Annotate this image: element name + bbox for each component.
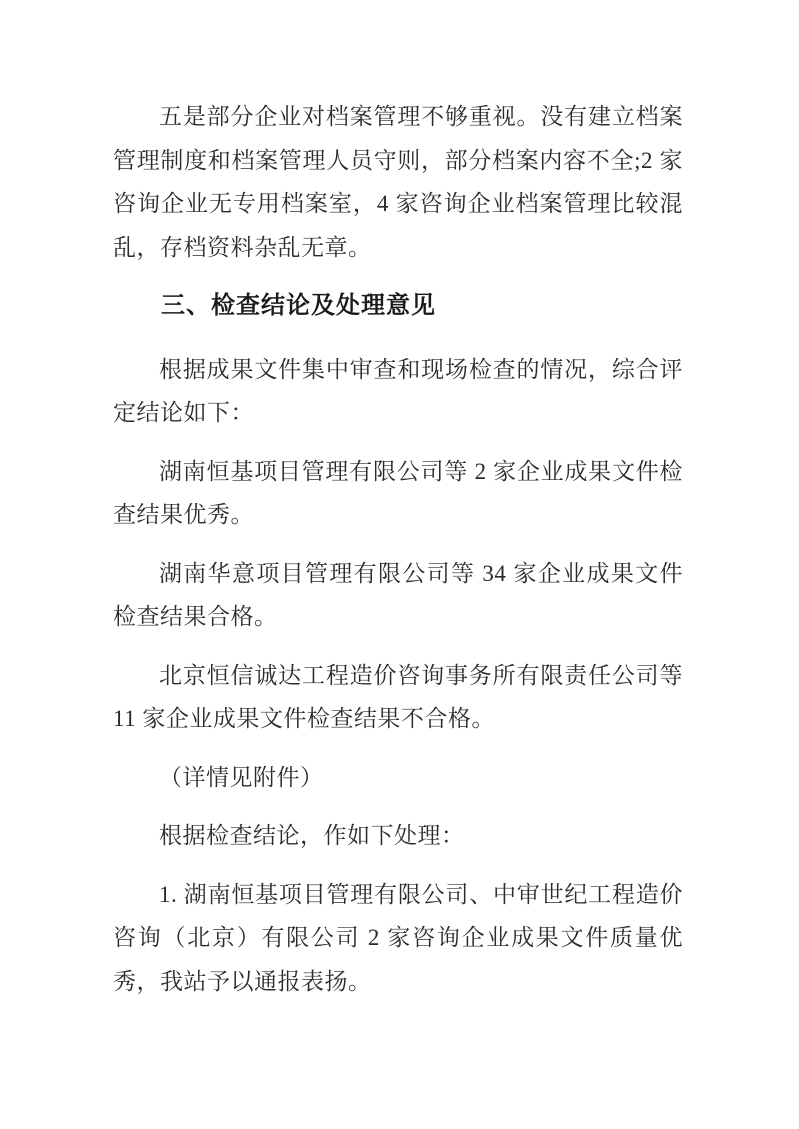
section-heading-conclusions: 三、检查结论及处理意见 xyxy=(161,292,436,319)
paragraph-archive-issues: 五是部分企业对档案管理不够重视。没有建立档案管理制度和档案管理人员守则，部分档案内容不全;2 家咨询企业无专用档案室，4 家咨询企业档案管理比较混乱，存档资料杂乱无章。 xyxy=(113,104,683,260)
document-body xyxy=(113,95,683,1003)
paragraph-evaluation-intro: 根据成果文件集中审查和现场检查的情况，综合评定结论如下： xyxy=(113,356,683,425)
paragraph-qualified-result: 湖南华意项目管理有限公司等 34 家企业成果文件检查结果合格。 xyxy=(113,560,683,629)
paragraph-handling-intro: 根据检查结论，作如下处理： xyxy=(159,823,465,848)
paragraph-handling-item-1: 1. 湖南恒基项目管理有限公司、中审世纪工程造价咨询（北京）有限公司 2 家咨询企业成果文件质量优秀，我站予以通报表扬。 xyxy=(113,881,683,994)
paragraph-see-attachment: （详情见附件） xyxy=(159,764,324,790)
paragraph-unqualified-result: 北京恒信诚达工程造价咨询事务所有限责任公司等 11 家企业成果文件检查结果不合格。 xyxy=(113,662,683,731)
paragraph-excellent-result: 湖南恒基项目管理有限公司等 2 家企业成果文件检查结果优秀。 xyxy=(113,458,683,527)
